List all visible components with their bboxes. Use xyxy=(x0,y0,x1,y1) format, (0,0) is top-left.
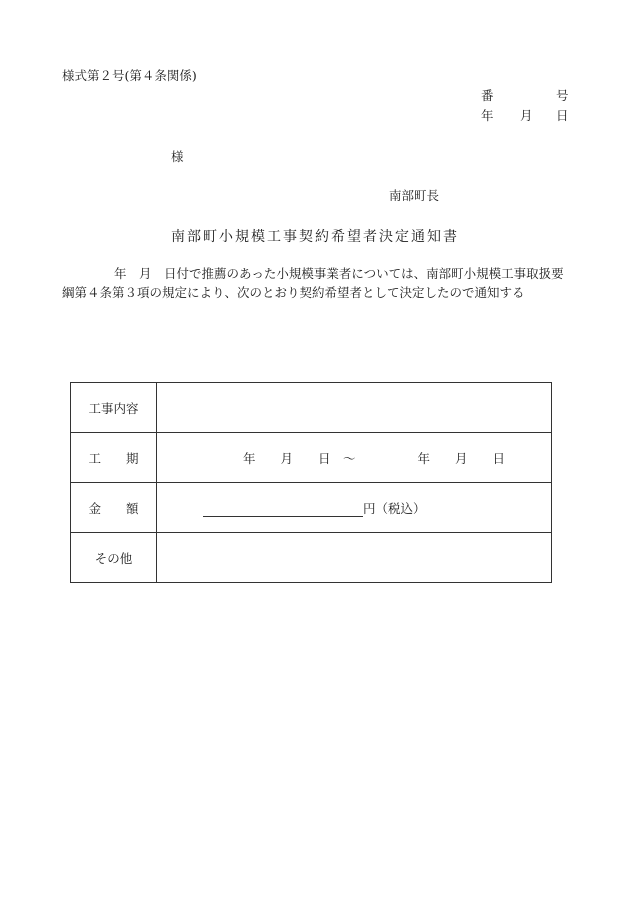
amount-cell xyxy=(157,483,552,533)
date-year-label: 年 xyxy=(481,108,494,123)
issuer-name: 南部町長 xyxy=(389,188,440,203)
table-row xyxy=(71,533,552,583)
other-cell xyxy=(157,533,552,583)
row-label-construction: 工事内容 xyxy=(71,383,157,433)
construction-content-cell xyxy=(157,383,552,433)
row-label-other: その他 xyxy=(71,533,157,583)
amount-suffix: 円（税込） xyxy=(363,500,426,516)
table-row xyxy=(71,383,552,433)
number-label-ban: 番 xyxy=(481,88,494,103)
row-label-amount: 金 額 xyxy=(71,483,157,533)
addressee-honorific: 様 xyxy=(171,149,184,164)
period-to: 年 月 日 xyxy=(417,450,506,466)
period-cell xyxy=(157,433,552,483)
detail-table xyxy=(70,382,552,583)
number-label-go: 号 xyxy=(556,88,569,103)
date-day-label: 日 xyxy=(556,108,569,123)
period-from: 年 月 日 ～ xyxy=(243,450,356,466)
table-row xyxy=(71,433,552,483)
body-paragraph: 年 月 日付で推薦のあった小規模事業者については、南部町小規模工事取扱要綱第４条第３項の規定により、次のとおり契約希望者として決定したので通知する xyxy=(62,266,564,300)
row-label-period: 工 期 xyxy=(71,433,157,483)
amount-blank-line xyxy=(203,502,363,517)
form-number: 様式第２号(第４条関係) xyxy=(62,68,197,83)
document-title: 南部町小規模工事契約希望者決定通知書 xyxy=(171,229,459,245)
table-row xyxy=(71,483,552,533)
date-month-label: 月 xyxy=(520,108,533,123)
